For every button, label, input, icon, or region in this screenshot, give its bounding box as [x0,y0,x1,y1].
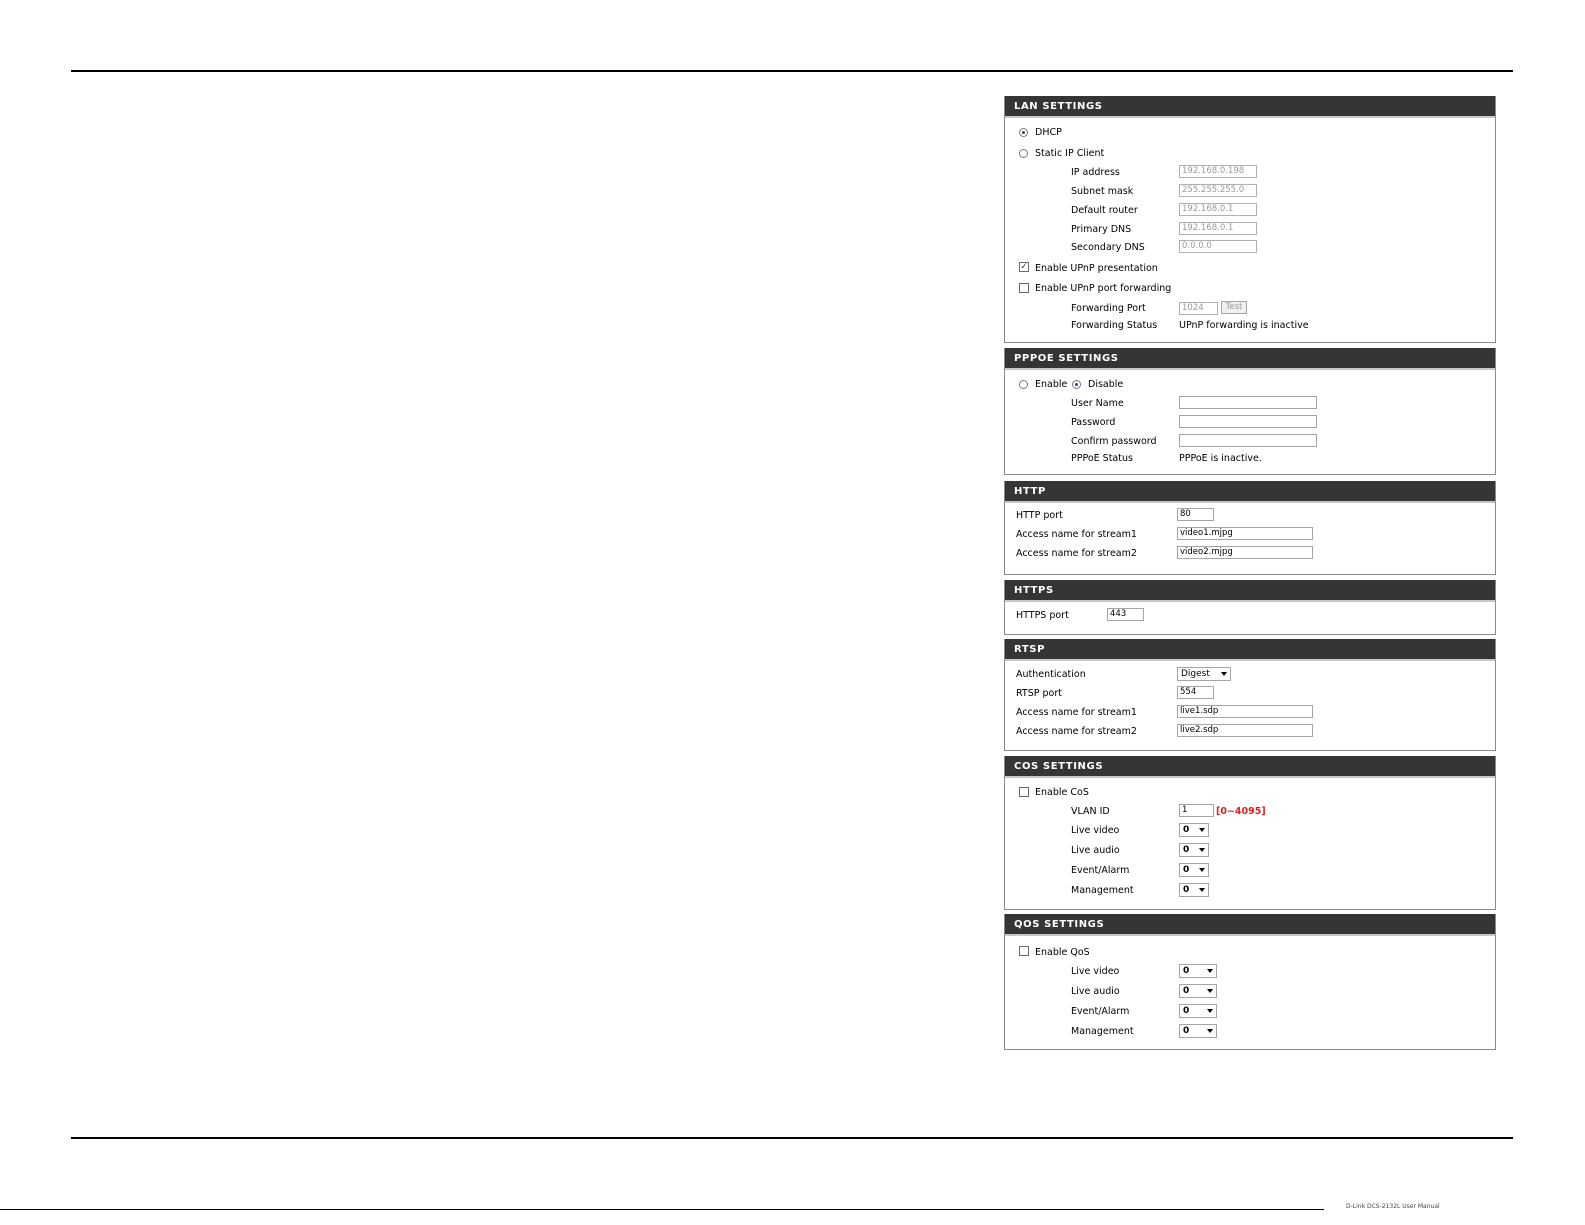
pppoe-enable-label: Enable [1035,379,1068,390]
cos-live-video-label: Live video [1071,825,1120,836]
rtsp-stream1-label: Access name for stream1 [1016,707,1137,718]
http-stream1-label: Access name for stream1 [1016,529,1137,540]
qos-live-video-label: Live video [1071,966,1120,977]
http-stream2-input[interactable]: video2.mjpg [1177,546,1313,559]
cos-live-audio-value: 0 [1183,845,1190,855]
ip-address-label: IP address [1071,167,1120,178]
qos-live-video-value: 0 [1183,966,1190,976]
qos-management-label: Management [1071,1026,1134,1037]
bottom-rule [71,1137,1513,1139]
rtsp-header: RTSP [1005,639,1495,661]
dhcp-label: DHCP [1035,127,1062,138]
qos-settings-header: QOS SETTINGS [1005,914,1495,936]
vlan-id-input[interactable]: 1 [1179,804,1214,817]
secondary-dns-input[interactable]: 0.0.0.0 [1179,240,1257,253]
http-port-label: HTTP port [1016,510,1063,521]
pppoe-status-value: PPPoE is inactive. [1179,453,1262,464]
secondary-dns-label: Secondary DNS [1071,242,1145,253]
default-router-input[interactable]: 192.168.0.1 [1179,203,1257,216]
enable-qos-checkbox[interactable] [1019,946,1029,956]
dhcp-radio[interactable] [1019,128,1028,137]
upnp-presentation-label: Enable UPnP presentation [1035,263,1158,274]
qos-settings-panel [1004,914,1496,1050]
cos-live-video-select[interactable] [1179,823,1209,837]
http-header: HTTP [1005,481,1495,503]
rtsp-port-input[interactable]: 554 [1177,686,1214,699]
forwarding-status-value: UPnP forwarding is inactive [1179,320,1309,331]
pppoe-disable-label: Disable [1088,379,1124,390]
cos-management-label: Management [1071,885,1134,896]
rtsp-stream2-input[interactable]: live2.sdp [1177,724,1313,737]
rtsp-stream1-input[interactable]: live1.sdp [1177,705,1313,718]
cos-management-select[interactable] [1179,883,1209,897]
rtsp-panel [1004,639,1496,751]
cos-event-select[interactable] [1179,863,1209,877]
lan-settings-panel [1004,96,1496,343]
rtsp-auth-value: Digest [1181,669,1210,679]
enable-cos-label: Enable CoS [1035,787,1089,798]
pppoe-user-input[interactable] [1179,396,1317,409]
vlan-id-label: VLAN ID [1071,806,1110,817]
rtsp-auth-select[interactable] [1177,667,1231,681]
forwarding-port-input[interactable]: 1024 [1179,302,1218,315]
cos-settings-panel [1004,756,1496,910]
lan-settings-header: LAN SETTINGS [1005,96,1495,118]
qos-live-audio-select[interactable] [1179,984,1217,998]
qos-live-video-select[interactable] [1179,964,1217,978]
https-header: HTTPS [1005,580,1495,602]
pppoe-confirm-input[interactable] [1179,434,1317,447]
qos-live-audio-value: 0 [1183,986,1190,996]
default-router-label: Default router [1071,205,1138,216]
http-stream2-label: Access name for stream2 [1016,548,1137,559]
cos-management-value: 0 [1183,885,1190,895]
forwarding-port-label: Forwarding Port [1071,303,1146,314]
chevron-down-icon [1207,969,1213,973]
qos-live-audio-label: Live audio [1071,986,1120,997]
pppoe-status-label: PPPoE Status [1071,453,1133,464]
enable-cos-checkbox[interactable] [1019,787,1029,797]
pppoe-user-label: User Name [1071,398,1124,409]
rtsp-port-label: RTSP port [1016,688,1062,699]
ip-address-input[interactable]: 192.168.0.198 [1179,165,1257,178]
qos-event-label: Event/Alarm [1071,1006,1130,1017]
primary-dns-label: Primary DNS [1071,224,1132,235]
upnp-presentation-checkbox[interactable]: ✓ [1020,262,1028,272]
pppoe-password-label: Password [1071,417,1116,428]
qos-event-value: 0 [1183,1006,1190,1016]
test-button[interactable]: Test [1221,301,1247,314]
chevron-down-icon [1199,848,1205,852]
enable-qos-label: Enable QoS [1035,947,1090,958]
vlan-range-hint: [0~4095] [1216,806,1266,817]
cos-live-video-value: 0 [1183,825,1190,835]
primary-dns-input[interactable]: 192.168.0.1 [1179,222,1257,235]
upnp-forwarding-label: Enable UPnP port forwarding [1035,283,1172,294]
cos-settings-header: COS SETTINGS [1005,756,1495,778]
cos-live-audio-label: Live audio [1071,845,1120,856]
cos-live-audio-select[interactable] [1179,843,1209,857]
chevron-down-icon [1207,1029,1213,1033]
pppoe-settings-panel [1004,348,1496,475]
top-rule [71,70,1513,72]
subnet-mask-label: Subnet mask [1071,186,1134,197]
static-ip-label: Static IP Client [1035,148,1105,159]
footer-rule [0,1209,1324,1210]
pppoe-enable-radio[interactable] [1019,380,1028,389]
chevron-down-icon [1199,828,1205,832]
chevron-down-icon [1199,888,1205,892]
https-port-label: HTTPS port [1016,610,1069,621]
static-ip-radio[interactable] [1019,149,1028,158]
cos-event-value: 0 [1183,865,1190,875]
pppoe-confirm-label: Confirm password [1071,436,1157,447]
pppoe-password-input[interactable] [1179,415,1317,428]
http-panel [1004,481,1496,575]
qos-event-select[interactable] [1179,1004,1217,1018]
http-stream1-input[interactable]: video1.mjpg [1177,527,1313,540]
chevron-down-icon [1207,989,1213,993]
qos-management-value: 0 [1183,1026,1190,1036]
pppoe-disable-radio[interactable] [1072,380,1081,389]
https-port-input[interactable]: 443 [1107,608,1144,621]
chevron-down-icon [1207,1009,1213,1013]
chevron-down-icon [1199,868,1205,872]
rtsp-stream2-label: Access name for stream2 [1016,726,1137,737]
https-panel [1004,580,1496,635]
upnp-forwarding-checkbox[interactable] [1019,283,1029,293]
chevron-down-icon [1221,672,1227,676]
http-port-input[interactable]: 80 [1177,508,1214,521]
pppoe-settings-header: PPPOE SETTINGS [1005,348,1495,370]
rtsp-auth-label: Authentication [1016,669,1086,680]
forwarding-status-label: Forwarding Status [1071,320,1158,331]
subnet-mask-input[interactable]: 255.255.255.0 [1179,184,1257,197]
footer-corner-text: D-Link DCS-2132L User Manual [1346,1203,1440,1210]
cos-event-label: Event/Alarm [1071,865,1130,876]
qos-management-select[interactable] [1179,1024,1217,1038]
